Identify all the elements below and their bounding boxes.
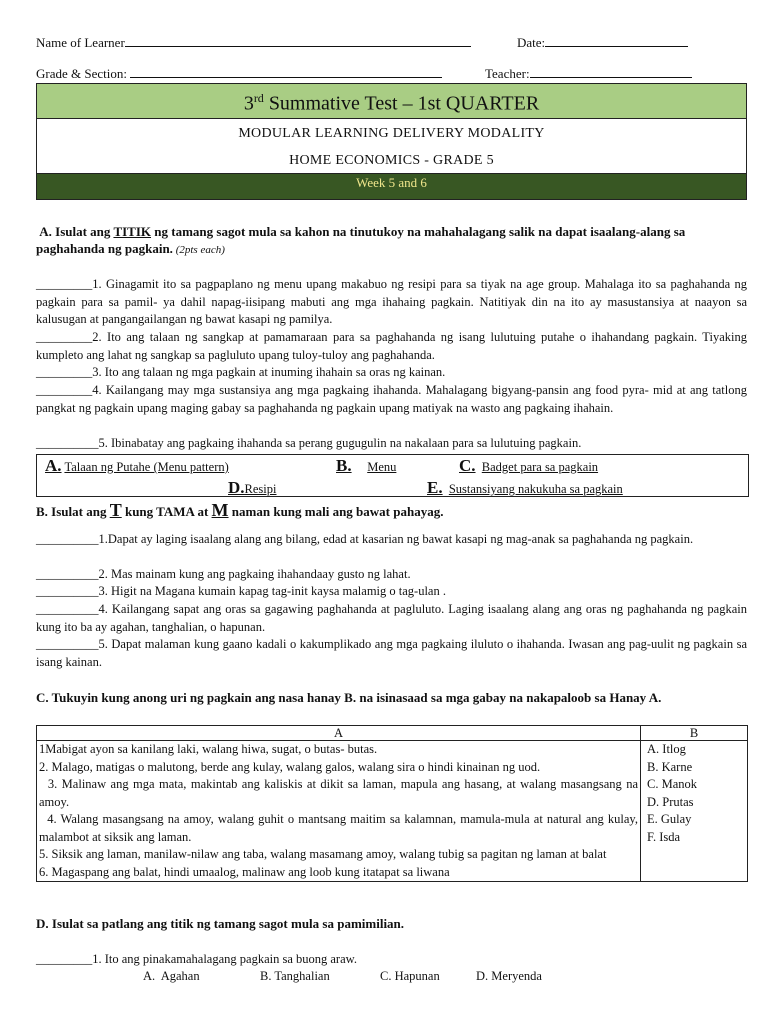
subject-text: HOME ECONOMICS - GRADE 5 [289, 153, 494, 168]
section-a-item: _________3. Ito ang talaan ng mga pagkain at inuming ihahain sa oras ng kainan. [36, 365, 446, 379]
choice-label: Talaan ng Putahe (Menu pattern) [64, 460, 229, 474]
column-b-cell [641, 741, 748, 882]
section-a-heading-pre: A. Isulat ang [39, 224, 114, 239]
option-b: B. Tanghalian [260, 969, 330, 983]
choice-letter: C. [459, 456, 476, 475]
section-b-heading [36, 500, 748, 522]
modality-text: MODULAR LEARNING DELIVERY MODALITY [238, 126, 545, 141]
choice-c [459, 456, 598, 476]
name-label: Name of Learner [36, 35, 125, 50]
grade-label: Grade & Section: [36, 66, 127, 81]
name-blank[interactable] [125, 34, 471, 47]
option-a: A. Agahan [143, 969, 200, 983]
choice-label: Menu [367, 460, 397, 474]
learner-name-line [36, 34, 471, 51]
column-a-item: 1Mabigat ayon sa kanilang laki, walang hiwa, sugat, o butas- butas. [39, 742, 378, 756]
choice-label: Badget para sa pagkain [481, 460, 599, 474]
section-b-item: __________3. Higit na Magana kumain kapag tag-init kaysa malamig o tag-ulan . [36, 584, 446, 598]
choice-a [45, 456, 229, 476]
column-a-item: 3. Malinaw ang mga mata, makintab ang kaliskis at dikit sa laman, mapula ang hasang, at walang masangsang na amoy. [39, 777, 642, 809]
test-title [37, 84, 746, 118]
title-text: Summative Test – 1st QUARTER [263, 92, 540, 115]
choice-b [336, 456, 396, 476]
column-b-item: F. Isda [647, 829, 681, 844]
column-a-item: 5. Siksik ang laman, manilaw-nilaw ang taba, walang masamang amoy, walang tubig sa pagitan ng laman at balat [39, 847, 607, 861]
section-d-heading: D. Isulat sa patlang ang titik ng tamang sagot mula sa pamimilian. [36, 916, 405, 931]
column-a-cell [37, 741, 641, 882]
choice-d [228, 478, 276, 498]
points-note: (2pts each) [172, 244, 225, 256]
section-b-item: __________2. Mas mainam kung ang pagkaing ihahandaay gusto ng lahat. [36, 567, 411, 581]
section-a-item: __________5. Ibinabatay ang pagkaing ihahanda sa perang gugugulin na nakalaan para sa lulutuing pagkain. [36, 436, 582, 450]
choice-label: Resipi [244, 482, 277, 496]
answer-choices-box [36, 454, 749, 497]
section-b-heading-mid: kung TAMA at [121, 504, 212, 519]
section-b-item: __________4. Kailangang sapat ang oras sa gagawing paghahanda at pagluluto. Laging isaalang alang ang oras ng paghahanda ng pagkain kung ito ba ay agahan, tanghalian, o hapunan. [36, 602, 747, 634]
column-a-item: 2. Malago, matigas o malutong, berde ang kulay, walang galos, walang sira o hindi kinainan ng uod. [39, 759, 541, 774]
choice-letter: D. [228, 478, 245, 497]
option-d: D. Meryenda [476, 969, 542, 983]
option-c: C. Hapunan [380, 969, 440, 983]
column-b-item: B. Karne [647, 759, 693, 774]
column-b-item: C. Manok [647, 777, 697, 791]
section-b-heading-pre: B. Isulat ang [36, 504, 110, 519]
section-b-heading-post: naman kung mali ang bawat pahayag. [228, 504, 444, 519]
title-subheader [37, 118, 746, 173]
title-number: 3 [243, 92, 254, 115]
column-b-item: E. Gulay [647, 812, 692, 826]
section-a-heading-post: ng tamang sagot mula sa kahon na tinutukoy na mahahalagang salik na dapat isaalang-alang sa paghahanda ng pagkain. [36, 224, 686, 256]
section-a-item: _________1. Ginagamit ito sa pagpaplano ng menu upang makabuo ng resipi para sa tiyak na age group. Mahalaga ito sa paghahanda ng pagkain para sa pamil- ya dahil napag-iisipang mabuti ang mga ihahaing pagkain. Natitiyak din na ito ay masustansiya at naayon sa kalusugan at pangangailangan ng bawat kasapi ng pamilya. [36, 277, 747, 326]
section-a-item: _________2. Ito ang talaan ng sangkap at pamamaraan para sa paghahanda ng isang lulutuing putahe o ihahandang pagkain. Tiyaking kumpleto ang lahat ng sangkap sa pagluluto upang tuloy-tuloy ang paghahanda. [36, 330, 747, 362]
column-b-item: A. Itlog [647, 742, 686, 756]
section-a-heading [36, 223, 748, 259]
section-b-item: __________1.Dapat ay laging isaalang alang ang bilang, edad at kasarian ng bawat kasapi ng mag-anak sa paghahanda ng pagkain. [36, 532, 694, 546]
date-blank[interactable] [545, 34, 688, 47]
choice-letter: B. [336, 456, 352, 475]
choice-letter: E. [427, 478, 443, 497]
teacher-label: Teacher: [485, 66, 530, 81]
section-b-item: __________5. Dapat malaman kung gaano kadali o kakumplikado ang mga pagkaing iluluto o ihahanda. Iwasan ang pag-uulit ng pagkain sa isang kainan. [36, 637, 747, 669]
column-a-item: 6. Magaspang ang balat, hindi umaalog, malinaw ang loob kung itatapat sa liwana [39, 864, 450, 879]
column-a-header: A [37, 726, 641, 741]
section-c-heading: C. Tukuyin kung anong uri ng pagkain ang nasa hanay B. na isinasaad sa mga gabay na nakapaloob sa Hanay A. [36, 690, 662, 705]
teacher-blank[interactable] [530, 65, 692, 78]
column-a-item: 4. Walang masangsang na amoy, walang guhit o mantsang maitim sa kalamnan, mamula-mula at natural ang kulay, malambot at siksik ang laman. [39, 812, 642, 844]
title-table [36, 83, 747, 200]
choice-e [427, 478, 623, 498]
column-b-item: D. Prutas [647, 794, 694, 809]
week-banner: Week 5 and 6 [37, 173, 746, 199]
grade-section-line [36, 65, 442, 82]
date-line [517, 34, 688, 51]
teacher-line [485, 65, 692, 82]
section-b-heading-t: T [109, 500, 122, 520]
date-label: Date: [517, 35, 546, 50]
grade-blank[interactable] [130, 65, 442, 78]
section-b-heading-m: M [211, 500, 229, 520]
section-a-heading-key: TITIK [113, 224, 152, 239]
choice-letter: A. [45, 456, 62, 475]
section-a-item: _________4. Kailangang may mga sustansiya ang mga pagkaing ihahanda. Mahalagang bigyang-pansin ang food pyra- mid at ang tatlong pangkat ng pagkain upang maging gabay sa paghahanda ng pagkain upang matiyak na wasto ang pagkaing ihahain. [36, 383, 747, 415]
section-d-item: _________1. Ito ang pinakamahalagang pagkain sa buong araw. [36, 952, 357, 966]
column-b-header: B [641, 726, 748, 741]
title-superscript: rd [253, 91, 264, 105]
choice-label: Sustansiyang nakukuha sa pagkain [448, 482, 623, 496]
matching-table [36, 725, 748, 882]
